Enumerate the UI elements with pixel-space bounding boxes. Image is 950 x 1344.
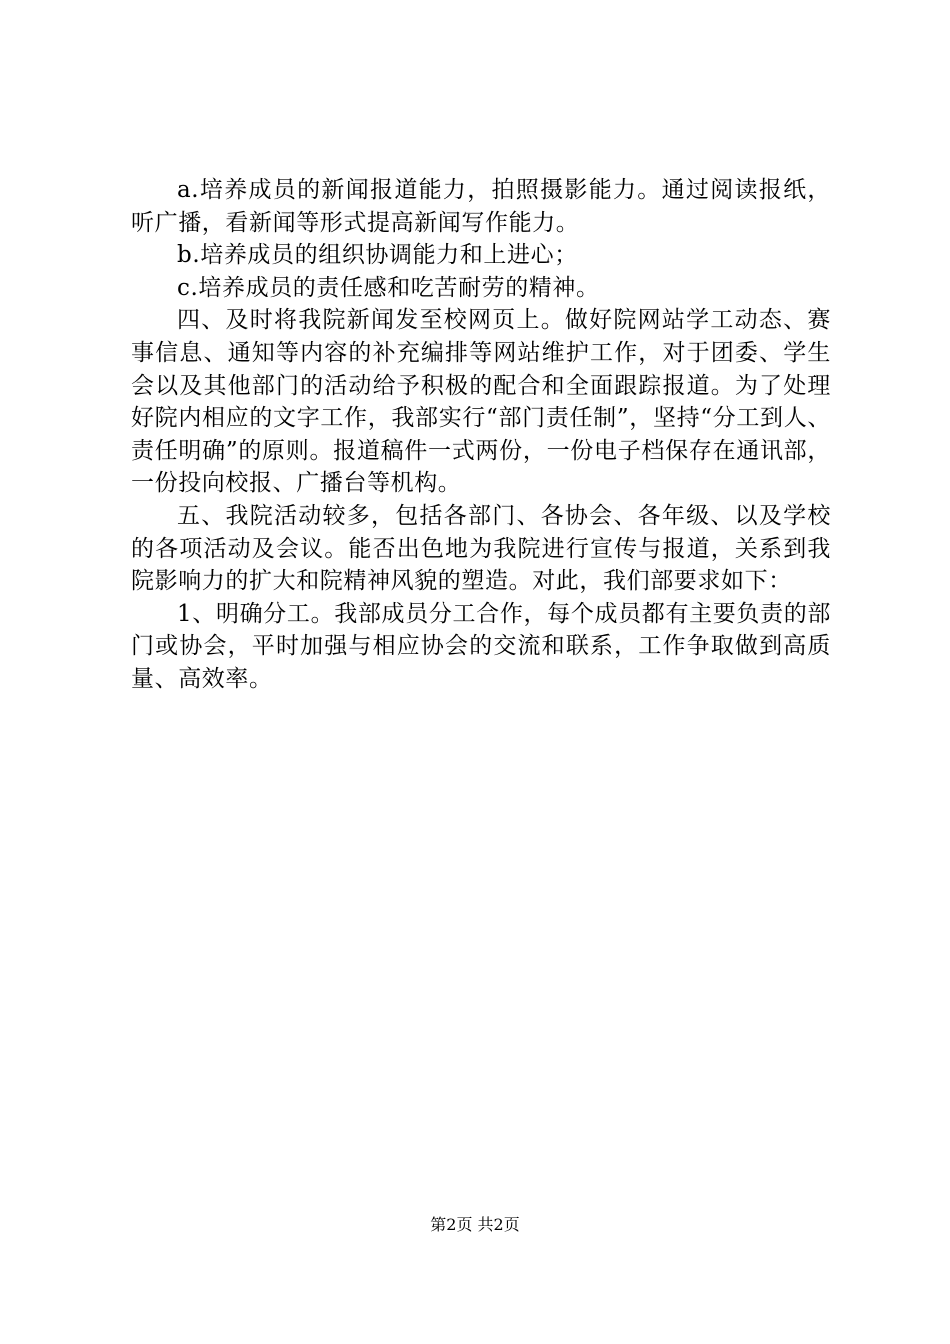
paragraph-item-one: 1、明确分工。我部成员分工合作，每个成员都有主要负责的部门或协会，平时加强与相应协会的交流和联系，工作争取做到高质量、高效率。 <box>131 600 831 692</box>
paragraph-section-four: 四、及时将我院新闻发至校网页上。做好院网站学工动态、赛事信息、通知等内容的补充编排等网站维护工作，对于团委、学生会以及其他部门的活动给予积极的配合和全面跟踪报道。为了处理好院内相应的文字工作，我部实行“部门责任制”，坚持“分工到人、责任明确”的原则。报道稿件一式两份，一份电子档保存在通讯部，一份投向校报、广播台等机构。 <box>131 307 831 497</box>
page-footer: 第2页 共2页 <box>430 1215 520 1234</box>
paragraph-b: b.培养成员的组织协调能力和上进心； <box>177 242 578 269</box>
paragraph-section-five: 五、我院活动较多，包括各部门、各协会、各年级、以及学校的各项活动及会议。能否出色地为我院进行宣传与报道，关系到我院影响力的扩大和院精神风貌的塑造。对此，我们部要求如下： <box>131 502 831 595</box>
paragraph-a: a.培养成员的新闻报道能力，拍照摄影能力。通过阅读报纸，听广播，看新闻等形式提高新闻写作能力。 <box>131 177 831 236</box>
document-body <box>131 174 831 696</box>
paragraph-c: c.培养成员的责任感和吃苦耐劳的精神。 <box>177 274 600 301</box>
